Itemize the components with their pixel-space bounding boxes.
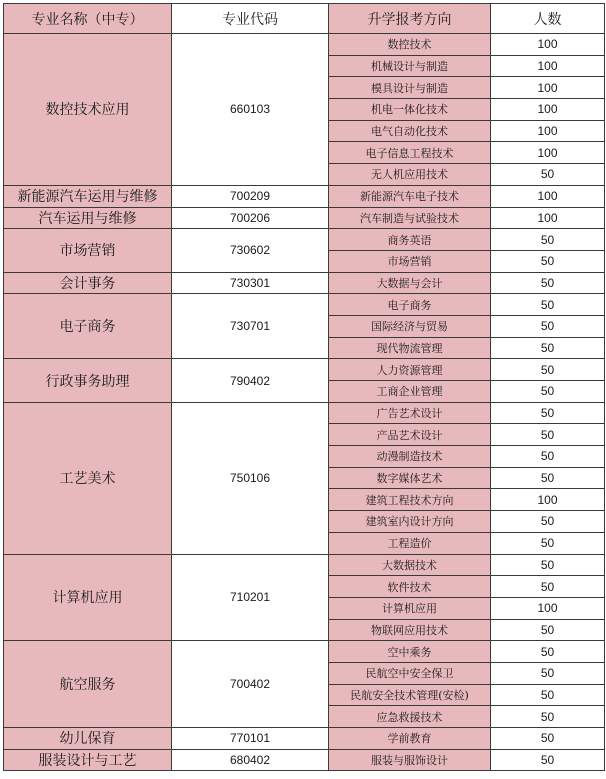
table-row <box>4 207 605 229</box>
major-name-cell: 航空服务 <box>4 641 172 728</box>
count-cell: 100 <box>491 489 605 511</box>
count-cell: 50 <box>491 294 605 316</box>
direction-cell: 现代物流管理 <box>329 337 491 359</box>
count-cell: 100 <box>491 185 605 207</box>
count-cell: 100 <box>491 77 605 99</box>
major-name-cell: 服装设计与工艺 <box>4 749 172 771</box>
count-cell: 50 <box>491 337 605 359</box>
direction-cell: 数字媒体艺术 <box>329 467 491 489</box>
major-code-cell: 710201 <box>172 554 329 641</box>
direction-cell: 物联网应用技术 <box>329 619 491 641</box>
direction-cell: 电子信息工程技术 <box>329 142 491 164</box>
table-row <box>4 641 605 663</box>
count-cell: 50 <box>491 359 605 381</box>
header-row <box>4 4 605 34</box>
major-code-cell: 790402 <box>172 359 329 402</box>
count-cell: 50 <box>491 749 605 771</box>
direction-cell: 空中乘务 <box>329 641 491 663</box>
direction-cell: 模具设计与制造 <box>329 77 491 99</box>
major-code-cell: 700209 <box>172 185 329 207</box>
direction-cell: 广告艺术设计 <box>329 402 491 424</box>
direction-cell: 计算机应用 <box>329 597 491 619</box>
major-code-cell: 730602 <box>172 229 329 272</box>
direction-cell: 工程造价 <box>329 532 491 554</box>
count-cell: 50 <box>491 684 605 706</box>
count-cell: 50 <box>491 446 605 468</box>
count-cell: 50 <box>491 706 605 728</box>
major-code-cell: 700206 <box>172 207 329 229</box>
count-cell: 50 <box>491 576 605 598</box>
direction-cell: 民航空中安全保卫 <box>329 662 491 684</box>
major-name-cell: 新能源汽车运用与维修 <box>4 185 172 207</box>
table-row <box>4 728 605 750</box>
major-code-cell: 680402 <box>172 749 329 771</box>
count-cell: 50 <box>491 272 605 294</box>
enrollment-table <box>3 3 605 771</box>
header-major: 专业名称（中专） <box>4 4 172 34</box>
direction-cell: 数控技术 <box>329 34 491 56</box>
major-code-cell: 730301 <box>172 272 329 294</box>
table-row <box>4 402 605 424</box>
direction-cell: 民航安全技术管理(安检) <box>329 684 491 706</box>
major-code-cell: 700402 <box>172 641 329 728</box>
direction-cell: 建筑室内设计方向 <box>329 511 491 533</box>
count-cell: 50 <box>491 662 605 684</box>
direction-cell: 汽车制造与试验技术 <box>329 207 491 229</box>
table-row <box>4 272 605 294</box>
direction-cell: 建筑工程技术方向 <box>329 489 491 511</box>
major-name-cell: 会计事务 <box>4 272 172 294</box>
count-cell: 50 <box>491 381 605 403</box>
count-cell: 50 <box>491 250 605 272</box>
count-cell: 50 <box>491 315 605 337</box>
direction-cell: 机械设计与制造 <box>329 55 491 77</box>
count-cell: 100 <box>491 55 605 77</box>
major-name-cell: 市场营销 <box>4 229 172 272</box>
count-cell: 50 <box>491 554 605 576</box>
direction-cell: 国际经济与贸易 <box>329 315 491 337</box>
direction-cell: 市场营销 <box>329 250 491 272</box>
major-name-cell: 幼儿保育 <box>4 728 172 750</box>
major-name-cell: 行政事务助理 <box>4 359 172 402</box>
direction-cell: 电气自动化技术 <box>329 120 491 142</box>
table-row <box>4 359 605 381</box>
direction-cell: 应急救援技术 <box>329 706 491 728</box>
table-row <box>4 749 605 771</box>
header-code: 专业代码 <box>172 4 329 34</box>
count-cell: 50 <box>491 641 605 663</box>
count-cell: 100 <box>491 597 605 619</box>
table-row <box>4 185 605 207</box>
major-name-cell: 汽车运用与维修 <box>4 207 172 229</box>
count-cell: 50 <box>491 728 605 750</box>
count-cell: 100 <box>491 207 605 229</box>
direction-cell: 工商企业管理 <box>329 381 491 403</box>
direction-cell: 产品艺术设计 <box>329 424 491 446</box>
table-row <box>4 34 605 56</box>
major-name-cell: 电子商务 <box>4 294 172 359</box>
count-cell: 50 <box>491 402 605 424</box>
direction-cell: 动漫制造技术 <box>329 446 491 468</box>
direction-cell: 无人机应用技术 <box>329 164 491 186</box>
count-cell: 50 <box>491 229 605 251</box>
header-direction: 升学报考方向 <box>329 4 491 34</box>
table-body <box>4 34 605 771</box>
direction-cell: 学前教育 <box>329 728 491 750</box>
major-name-cell: 数控技术应用 <box>4 34 172 186</box>
direction-cell: 新能源汽车电子技术 <box>329 185 491 207</box>
major-code-cell: 770101 <box>172 728 329 750</box>
major-name-cell: 工艺美术 <box>4 402 172 554</box>
count-cell: 50 <box>491 532 605 554</box>
count-cell: 50 <box>491 511 605 533</box>
count-cell: 100 <box>491 99 605 121</box>
direction-cell: 服装与服饰设计 <box>329 749 491 771</box>
table-row <box>4 554 605 576</box>
direction-cell: 大数据与会计 <box>329 272 491 294</box>
direction-cell: 机电一体化技术 <box>329 99 491 121</box>
major-code-cell: 660103 <box>172 34 329 186</box>
major-code-cell: 730701 <box>172 294 329 359</box>
count-cell: 100 <box>491 142 605 164</box>
count-cell: 100 <box>491 120 605 142</box>
major-name-cell: 计算机应用 <box>4 554 172 641</box>
count-cell: 50 <box>491 424 605 446</box>
major-code-cell: 750106 <box>172 402 329 554</box>
table-row <box>4 229 605 251</box>
direction-cell: 大数据技术 <box>329 554 491 576</box>
direction-cell: 软件技术 <box>329 576 491 598</box>
count-cell: 50 <box>491 467 605 489</box>
direction-cell: 电子商务 <box>329 294 491 316</box>
direction-cell: 商务英语 <box>329 229 491 251</box>
count-cell: 100 <box>491 34 605 56</box>
count-cell: 50 <box>491 619 605 641</box>
direction-cell: 人力资源管理 <box>329 359 491 381</box>
table-row <box>4 294 605 316</box>
header-count: 人数 <box>491 4 605 34</box>
count-cell: 50 <box>491 164 605 186</box>
